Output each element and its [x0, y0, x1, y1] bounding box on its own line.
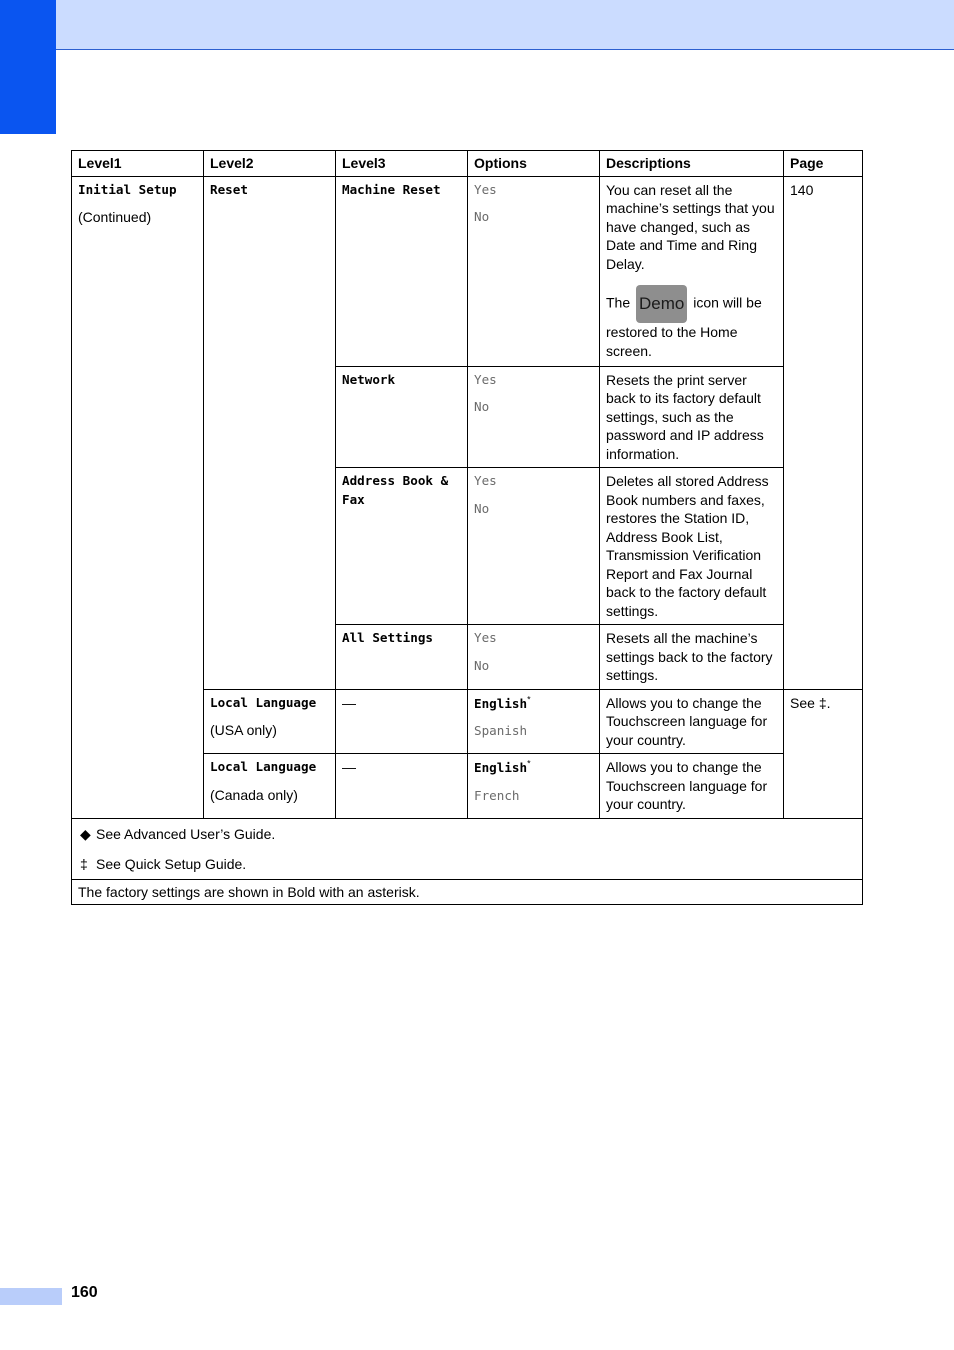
column-header-level2: Level2	[204, 151, 336, 177]
demo-note-pre: The	[606, 294, 631, 311]
options-cell	[468, 176, 600, 366]
option-alt: French	[474, 787, 520, 803]
level2-local-language: Local Language	[210, 759, 317, 774]
level3-dash: —	[342, 759, 356, 775]
option-yes: Yes	[474, 473, 497, 488]
level1-note: (Continued)	[78, 209, 152, 225]
level2-local-language: Local Language	[210, 694, 317, 710]
level3-network: Network	[342, 371, 396, 387]
option-alt: Spanish	[474, 723, 528, 738]
level1-name: Initial Setup	[78, 181, 177, 197]
demo-note	[606, 285, 777, 360]
page-ref-symbol: ‡	[818, 694, 827, 711]
option-no: No	[474, 657, 490, 673]
level2-note: (Canada only)	[210, 786, 298, 803]
footnote-text: See Quick Setup Guide.	[96, 855, 247, 872]
level3-all-settings: All Settings	[342, 630, 433, 645]
options-cell	[468, 366, 600, 468]
column-header-level3: Level3	[336, 151, 468, 177]
level3-cell	[336, 754, 468, 819]
level1-cell	[72, 176, 204, 818]
description-cell	[600, 689, 784, 754]
description-text: You can reset all the machine’s settings that you have changed, such as Date and Time and Ring Delay.	[606, 181, 775, 272]
column-header-level1: Level1	[72, 151, 204, 177]
option-no: No	[474, 209, 490, 224]
level2-cell	[204, 754, 336, 819]
description-text: Deletes all stored Address Book numbers and faxes, restores the Station ID, Address Book List, Transmission Verification Report and Fax Journal back to the factory default settings.	[606, 473, 769, 619]
page-number: 160	[71, 1284, 98, 1301]
demo-note-tail: restored to the Home screen.	[606, 324, 738, 359]
diamond-icon: ◆	[80, 825, 91, 842]
option-default: English	[474, 760, 528, 775]
description-text: Resets all the machine’s settings back to the factory settings.	[606, 630, 773, 683]
option-yes: Yes	[474, 371, 497, 387]
double-dagger-icon: ‡	[80, 855, 88, 872]
level2-reset: Reset	[210, 181, 248, 197]
options-cell	[468, 754, 600, 819]
settings-table	[71, 150, 863, 905]
header-band	[0, 0, 954, 50]
options-cell	[468, 468, 600, 625]
description-cell	[600, 366, 784, 468]
page-number-marker	[0, 1288, 62, 1305]
factory-note: The factory settings are shown in Bold with an asterisk.	[78, 883, 420, 900]
chapter-tab	[0, 0, 56, 134]
description-text: Allows you to change the Touchscreen language for your country.	[606, 694, 768, 748]
page-ref-see: See	[790, 694, 815, 711]
description-cell	[600, 176, 784, 366]
column-header-options: Options	[468, 151, 600, 177]
level3-cell	[336, 689, 468, 754]
column-header-page: Page	[784, 151, 863, 177]
factory-note-cell	[72, 879, 863, 905]
level3-cell	[336, 625, 468, 690]
description-cell	[600, 468, 784, 625]
footnote-quick	[80, 855, 854, 873]
option-yes: Yes	[474, 181, 497, 197]
table-header-row	[72, 151, 863, 177]
level3-address-book-fax-line2: Fax	[342, 491, 365, 507]
factory-note-row	[72, 879, 863, 905]
option-no: No	[474, 399, 490, 414]
level3-cell	[336, 468, 468, 625]
column-header-descriptions: Descriptions	[600, 151, 784, 177]
description-cell	[600, 625, 784, 690]
table-row	[72, 176, 863, 366]
option-no: No	[474, 500, 490, 516]
default-asterisk: *	[527, 758, 531, 769]
level2-cell	[204, 689, 336, 754]
footnote-cell	[72, 818, 863, 879]
level3-cell	[336, 366, 468, 468]
level2-cell-reset	[204, 176, 336, 689]
level2-note: (USA only)	[210, 722, 277, 738]
description-text: Resets the print server back to its factory default settings, such as the password and IP address information.	[606, 371, 764, 462]
description-text: Allows you to change the Touchscreen language for your country.	[606, 759, 768, 812]
footnote-row	[72, 818, 863, 879]
page-ref-end: .	[826, 694, 831, 711]
page-cell-reset	[784, 176, 863, 689]
level3-dash: —	[342, 694, 356, 711]
demo-icon: Demo	[636, 285, 687, 323]
page-cell-language	[784, 689, 863, 818]
level3-machine-reset: Machine Reset	[342, 181, 441, 197]
footnote-advanced	[80, 825, 854, 843]
demo-note-post: icon will be	[693, 294, 762, 311]
description-cell	[600, 754, 784, 819]
level3-address-book-fax-line1: Address Book &	[342, 473, 449, 488]
level3-cell	[336, 176, 468, 366]
options-cell	[468, 689, 600, 754]
page-ref-reset: 140	[790, 181, 814, 198]
options-cell	[468, 625, 600, 690]
default-asterisk: *	[527, 693, 531, 704]
footnote-text: See Advanced User’s Guide.	[96, 825, 276, 842]
option-yes: Yes	[474, 630, 497, 645]
option-default: English	[474, 695, 528, 711]
